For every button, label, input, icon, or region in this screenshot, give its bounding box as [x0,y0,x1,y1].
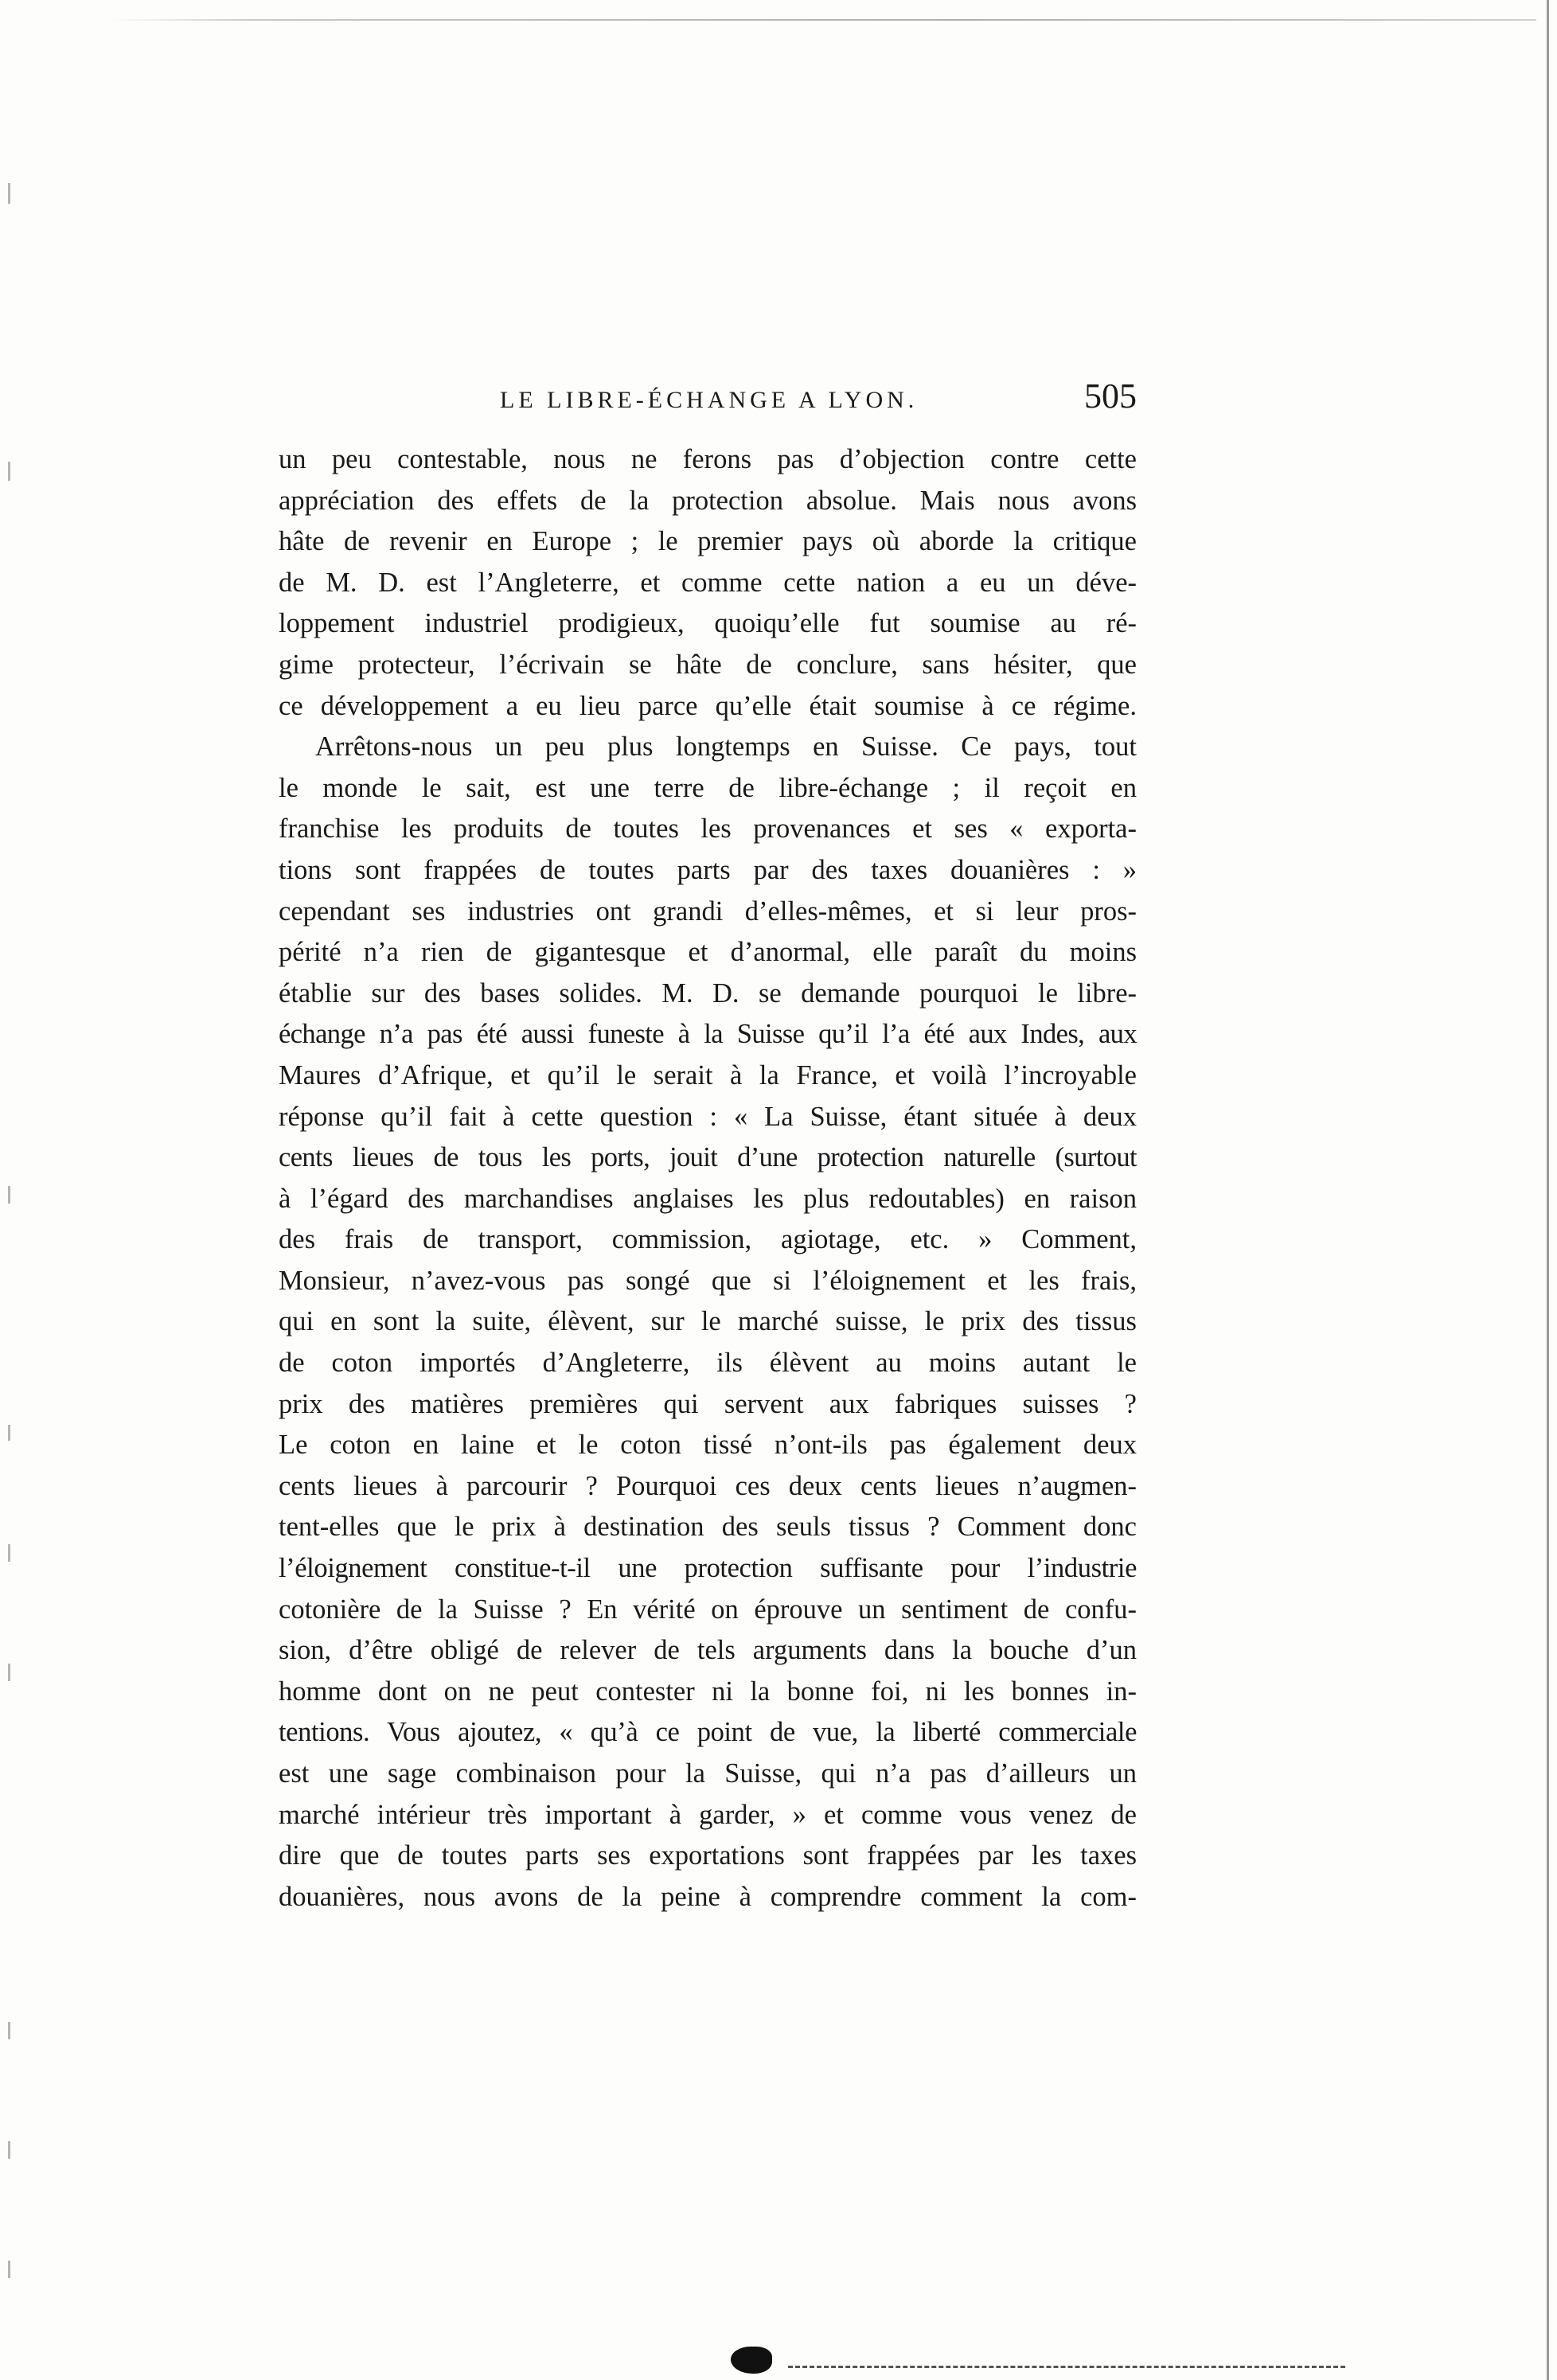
text-line: tent-elles que le prix à destination des seuls tissus ? Comment donc [279,1512,1137,1543]
scan-left-mark [8,1186,10,1204]
text-line: cents lieues à parcourir ? Pourquoi ces deux cents lieues n’augmen- [279,1470,1137,1501]
scan-bottom-dash [788,2366,1345,2368]
body-text [279,439,1137,1918]
scan-left-mark [8,183,10,204]
text-line: tions sont frappées de toutes parts par des taxes douanières : » [279,854,1137,885]
text-line: homme dont on ne peut contester ni la bonne foi, ni les bonnes in- [279,1676,1137,1707]
scan-left-mark [8,2261,10,2278]
text-line: établie sur des bases solides. M. D. se demande pourquoi le libre- [279,977,1137,1009]
text-line: cotonière de la Suisse ? En vérité on éprouve un sentiment de confu- [279,1594,1137,1625]
text-line: Le coton en laine et le coton tissé n’ont-ils pas également deux [279,1430,1137,1461]
text-line: réponse qu’il fait à cette question : « La Suisse, étant située à deux [279,1101,1137,1132]
scan-top-rule [111,19,1536,21]
text-line: un peu contestable, nous ne ferons pas d’objection contre cette [279,444,1137,474]
text-line: échange n’a pas été aussi funeste à la Suisse qu’il l’a été aux Indes, aux [279,1019,1137,1050]
scan-left-mark [8,1544,10,1562]
scan-left-mark [8,462,10,481]
running-title: LE LIBRE-ÉCHANGE A LYON. [500,387,919,413]
text-line: de M. D. est l’Angleterre, et comme cette nation a eu un déve- [279,567,1137,598]
text-line: franchise les produits de toutes les provenances et ses « exporta- [279,813,1137,845]
scan-left-mark [8,2141,10,2159]
text-line: prix des matières premières qui servent aux fabriques suisses ? [279,1388,1137,1419]
text-line: périté n’a rien de gigantesque et d’anormal, elle paraît du moins [279,937,1137,968]
scan-left-mark [8,2022,10,2039]
text-line: cependant ses industries ont grandi d’elles-mêmes, et si leur pros- [279,895,1137,927]
ink-blot [731,2347,772,2374]
text-line: l’éloignement constitue-t-il une protection suffisante pour l’industrie [279,1553,1137,1584]
text-line: sion, d’être obligé de relever de tels arguments dans la bouche d’un [279,1635,1137,1666]
text-line: est une sage combinaison pour la Suisse, qui n’a pas d’ailleurs un [279,1758,1137,1789]
text-line: gime protecteur, l’écrivain se hâte de conclure, sans hésiter, que [279,649,1137,680]
text-line: dire que de toutes parts ses exportations sont frappées par les taxes [279,1840,1137,1871]
text-line: qui en sont la suite, élèvent, sur le marché suisse, le prix des tissus [279,1306,1137,1337]
text-line: hâte de revenir en Europe ; le premier pays où aborde la critique [279,526,1137,557]
text-line: Arrêtons-nous un peu plus longtemps en Suisse. Ce pays, tout [315,732,1137,763]
scan-left-mark [8,1664,10,1681]
text-line: appréciation des effets de la protection absolue. Mais nous avons [279,485,1137,516]
page-header [277,376,1137,423]
text-line: douanières, nous avons de la peine à comprendre comment la com- [279,1881,1137,1912]
text-line: des frais de transport, commission, agiotage, etc. » Comment, [279,1224,1137,1255]
text-line: à l’égard des marchandises anglaises les plus redoutables) en raison [279,1183,1137,1214]
text-line: loppement industriel prodigieux, quoiqu’elle fut soumise au ré- [279,608,1137,639]
scan-left-mark [8,1425,10,1441]
text-line: Maures d’Afrique, et qu’il le serait à la France, et voilà l’incroyable [279,1059,1137,1091]
text-line: cents lieues de tous les ports, jouit d’une protection naturelle (surtout [279,1142,1137,1173]
scan-right-edge [1547,0,1549,2380]
page-number: 505 [1084,377,1137,416]
text-line: ce développement a eu lieu parce qu’elle était soumise à ce régime. [279,690,1137,721]
text-line: de coton importés d’Angleterre, ils élèvent au moins autant le [279,1348,1137,1379]
text-line: le monde le sait, est une terre de libre-échange ; il reçoit en [279,772,1137,803]
text-line: Monsieur, n’avez-vous pas songé que si l’éloignement et les frais, [279,1265,1137,1296]
text-line: tentions. Vous ajoutez, « qu’à ce point de vue, la liberté commerciale [279,1717,1137,1748]
text-line: marché intérieur très important à garder, » et comme vous venez de [279,1799,1137,1830]
